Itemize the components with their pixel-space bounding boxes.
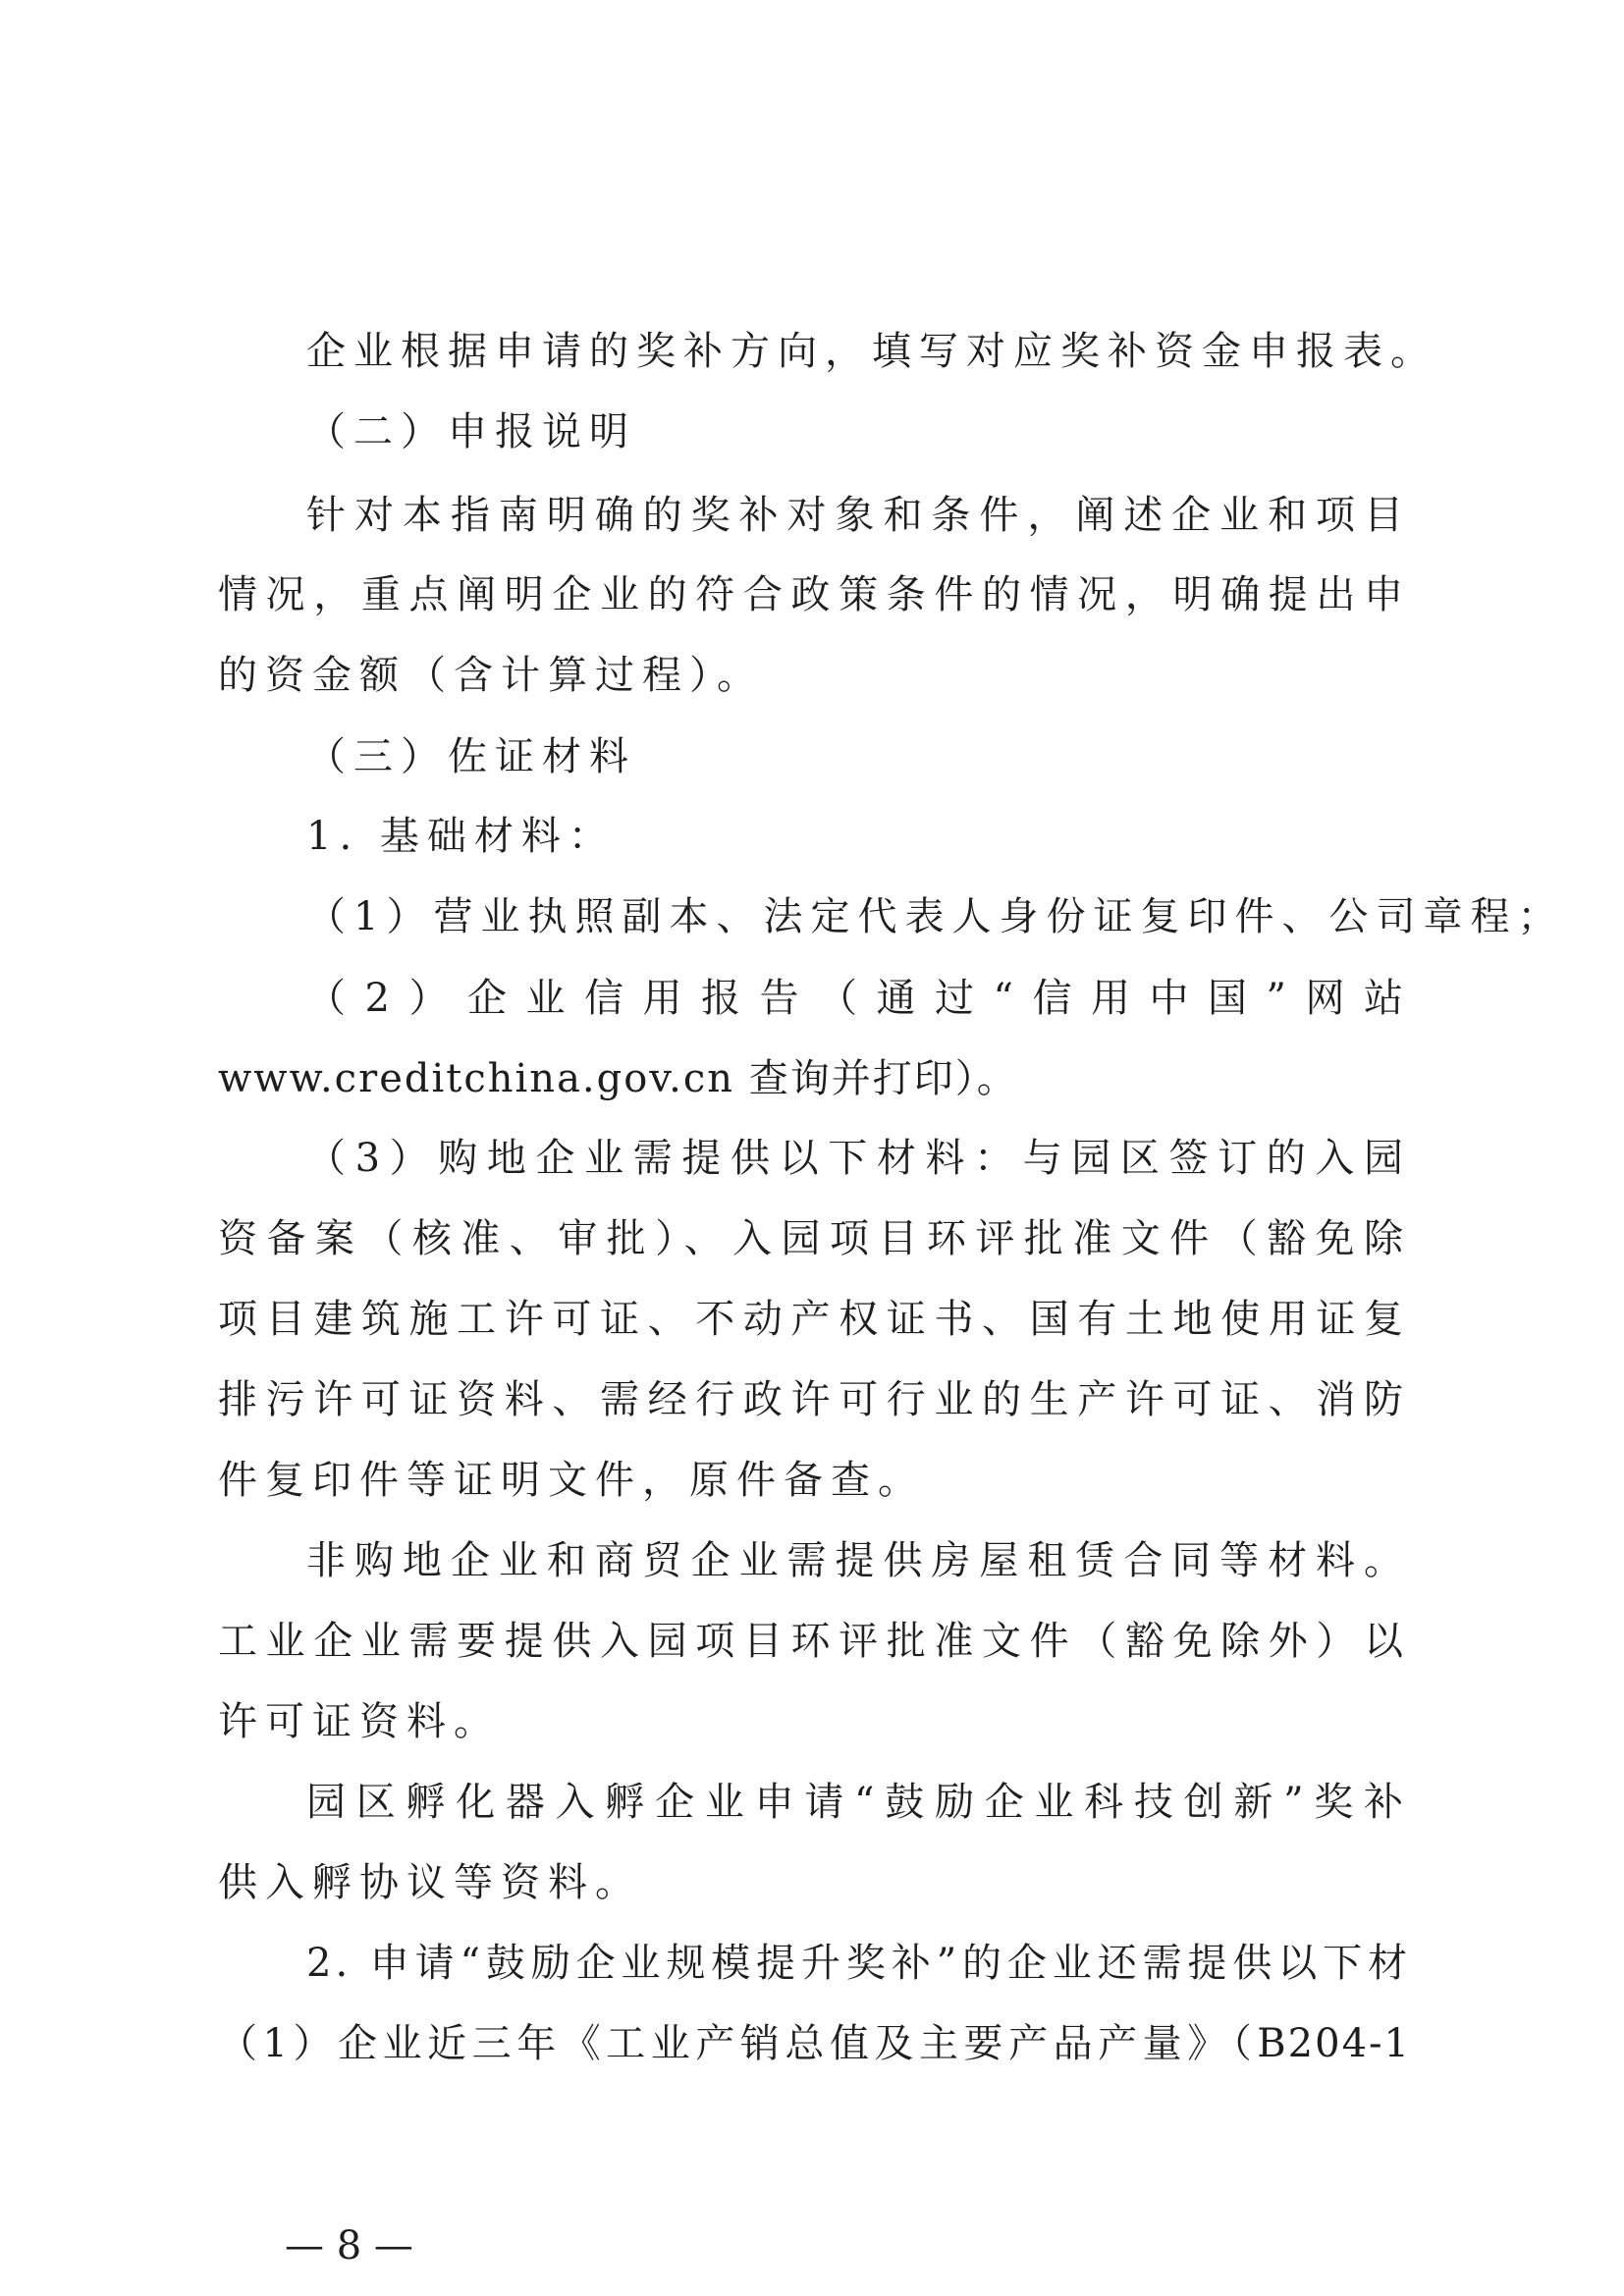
paragraph-line: 针对本指南明确的奖补对象和条件，阐述企业和项目 <box>306 493 1411 538</box>
page-number: — 8 — <box>285 2223 413 2269</box>
paragraph-line: 资备案（核准、审批）、入园项目环评批准文件（豁免除 <box>218 1216 1411 1261</box>
paragraph-line: 工业企业需要提供入园项目环评批准文件（豁免除外）以 <box>218 1619 1411 1664</box>
paragraph-line: 项目建筑施工许可证、不动产权证书、国有土地使用证复 <box>218 1297 1411 1342</box>
paragraph-line: 件复印件等证明文件，原件备查。 <box>218 1458 925 1503</box>
section-heading: （三）佐证材料 <box>306 734 636 779</box>
paragraph-line: 非购地企业和商贸企业需提供房屋租赁合同等材料。 <box>306 1538 1411 1583</box>
section-heading: （二）申报说明 <box>306 409 636 454</box>
list-heading: 2. 申请“鼓励企业规模提升奖补”的企业还需提供以下材 <box>306 1941 1411 1986</box>
list-item: （3）购地企业需提供以下材料：与园区签订的入园 <box>306 1136 1411 1181</box>
paragraph-line: 企业根据申请的奖补方向，填写对应奖补资金申报表。 <box>306 329 1437 374</box>
list-item: （1）企业近三年《工业产销总值及主要产品产量》（B204-1 <box>218 2021 1411 2066</box>
paragraph-line: 的资金额（含计算过程）。 <box>218 653 764 698</box>
paragraph-line: 许可证资料。 <box>218 1699 501 1744</box>
paragraph-line: 园区孵化器入孵企业申请“鼓励企业科技创新”奖补 <box>306 1780 1411 1825</box>
list-item: （1）营业执照副本、法定代表人身份证复印件、公司章程； <box>306 894 1565 939</box>
list-heading: 1. 基础材料： <box>306 814 616 859</box>
paragraph-line: 情况，重点阐明企业的符合政策条件的情况，明确提出申 <box>218 572 1411 617</box>
paragraph-line: 供入孵协议等资料。 <box>218 1860 642 1905</box>
list-item: （2）企业信用报告（通过“信用中国”网站 <box>306 976 1411 1021</box>
list-item-continuation: www.creditchina.gov.cn 查询并打印）。 <box>218 1056 1018 1101</box>
paragraph-line: 排污许可证资料、需经行政许可行业的生产许可证、消防 <box>218 1377 1411 1422</box>
